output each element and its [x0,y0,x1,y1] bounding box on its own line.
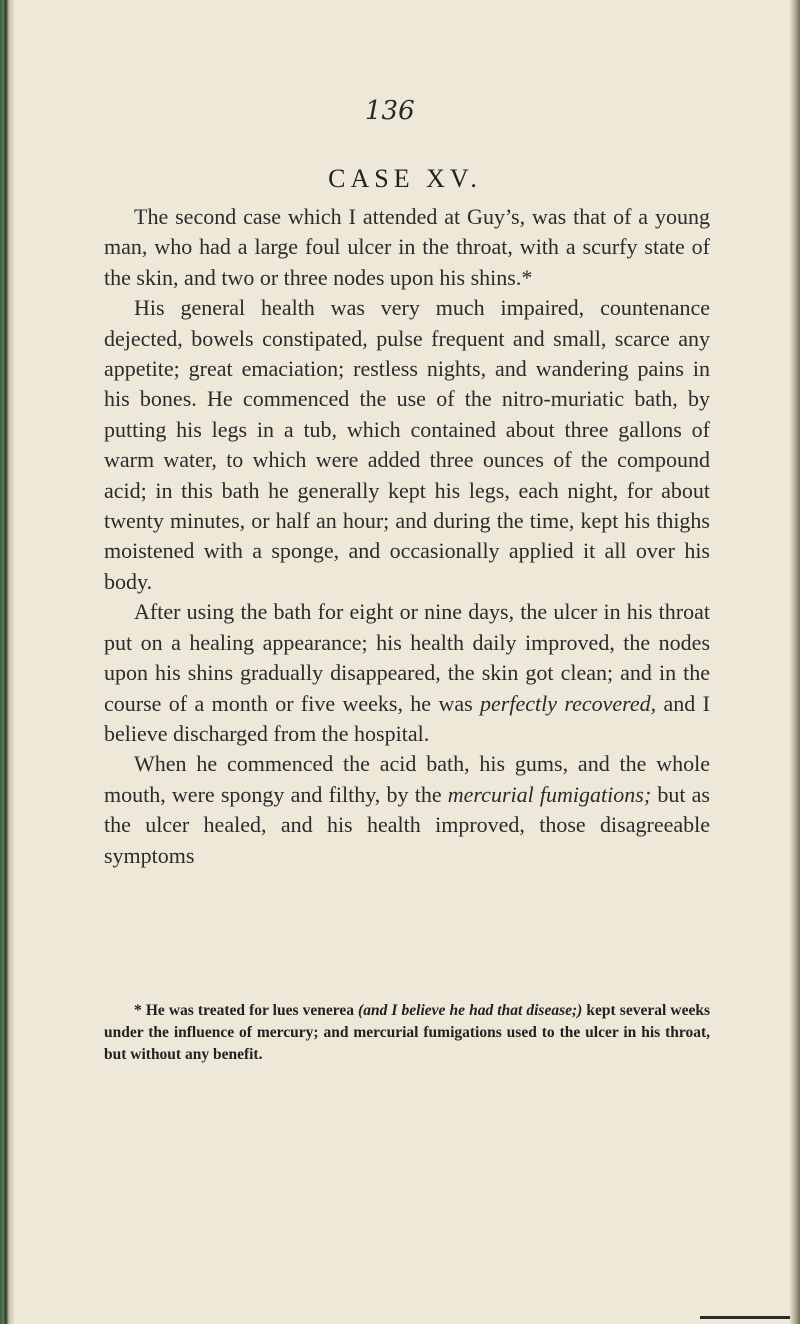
paragraph-4-text-a: When he commenced the acid bath, his gums, and the whole mouth, were spongy and filthy, by the [104,751,710,807]
bottom-rule [700,1316,790,1319]
paragraph-1 [104,202,710,293]
body-text [104,202,710,871]
page-binding-edge [0,0,14,1324]
case-title: CASE XV. [328,164,482,193]
paragraph-3-italic: perfectly recovered, [480,690,657,716]
paragraph-3-text-b: and I believe discharged from the hospital. [104,690,710,746]
footnote-italic: (and I believe he had that disease;) [358,1002,583,1019]
footnote-text-a: * He was treated for lues venerea [134,1002,359,1019]
footnote-paragraph [104,1000,710,1066]
paragraph-4-italic: mercurial fumigations; [447,781,652,807]
paragraph-2 [104,293,710,597]
page-right-edge [790,0,800,1324]
paragraph-2-text: His general health was very much impaired, countenance dejected, bowels constipated, pulse frequent and small, scarce any appetite; great emaciation; restless nights, and wandering pains in his bones. He commenced the use of the nitro-muriatic bath, by putting his legs in a tub, which contained about three gallons of warm water, to which were added three ounces of the compound acid; in this bath he generally kept his legs, each night, for about twenty minutes, or half an hour; and during the time, kept his thighs moistened with a sponge, and occasionally applied it all over his body. [104,295,710,594]
paragraph-4-text-b: but as the ulcer healed, and his health improved, those disagreeable symptoms [104,781,710,868]
footnote [104,1000,710,1066]
footnote-text-b: kept several weeks under the influence of mercury; and mercurial fumigations used to the ulcer in his throat, but without any benefit. [104,1002,710,1063]
paragraph-3 [104,597,710,749]
page-number: 136 [365,96,415,126]
paragraph-3-text-a: After using the bath for eight or nine days, the ulcer in his throat put on a healing appearance; his health daily improved, the nodes upon his shins gradually disappeared, the skin got clean; and in the course of a month or five weeks, he was [104,599,710,716]
paragraph-1-text: The second case which I attended at Guy’s, was that of a young man, who had a large foul ulcer in the throat, with a scurfy state of the skin, and two or three nodes upon his shins.* [104,204,710,290]
paragraph-4 [104,749,710,871]
